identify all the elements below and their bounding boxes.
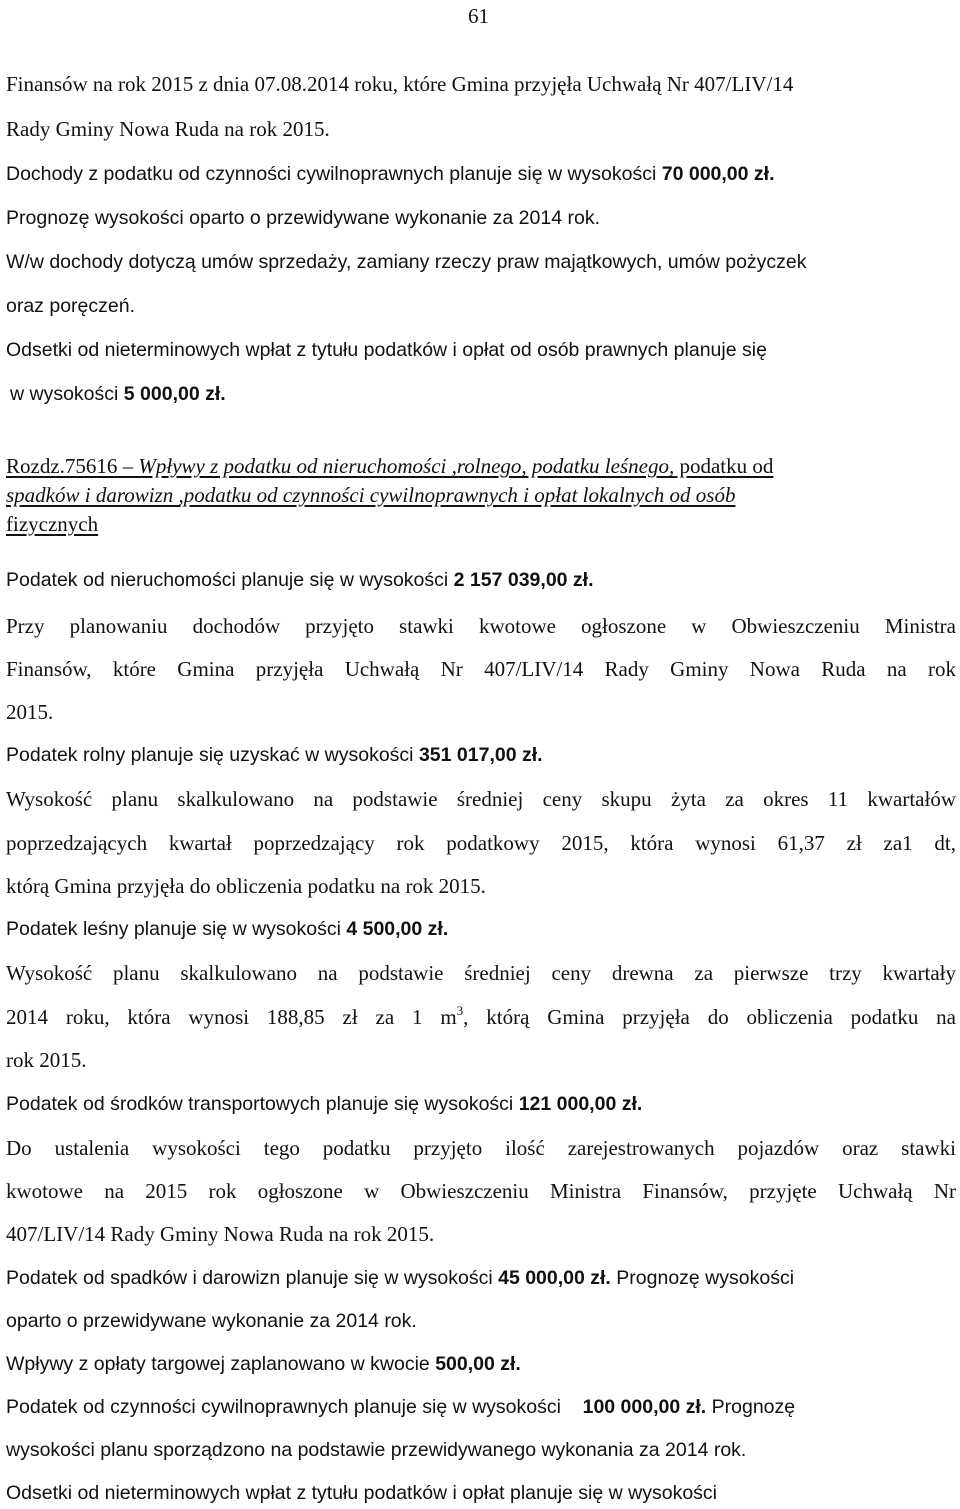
text-segment: Dochody z podatku od czynności cywilnoprawnych planuje się w wysokości [6, 163, 657, 185]
text-line-32: wysokości planu sporządzono na podstawie przewidywanego wykonania za 2014 rok. [6, 1439, 747, 1461]
text-line-23: rok 2015. [6, 1048, 87, 1072]
text-line-20 [6, 915, 448, 943]
text-line-12 [6, 566, 594, 594]
text-segment: , którą Gmina przyjęła do obliczenia podatku na [463, 1005, 956, 1029]
section-heading-line-3: fizycznych [6, 512, 99, 536]
text-line-15: 2015. [6, 700, 54, 724]
text-line-24 [6, 1090, 642, 1118]
text-segment: Podatek od nieruchomości planuje się w wysokości [6, 569, 449, 591]
amount-value: 2 157 039,00 zł. [453, 569, 594, 591]
text-segment: Prognozę [711, 1396, 796, 1418]
text-segment: Podatek od środków transportowych planuje się wysokości [6, 1093, 514, 1115]
section-title-plain: podatku od [674, 454, 774, 478]
text-line-21: Wysokość planu skalkulowano na podstawie średniej ceny drewna za pierwsze trzy kwartały [6, 961, 956, 985]
text-line-33: Odsetki od nieterminowych wpłat z tytułu podatków i opłat planuje się w wysokości [6, 1482, 718, 1504]
text-line-1: Finansów na rok 2015 z dnia 07.08.2014 roku, które Gmina przyjęła Uchwałą Nr 407/LIV/14 [6, 72, 794, 96]
text-line-4: Prognozę wysokości oparto o przewidywane wykonanie za 2014 rok. [6, 207, 600, 229]
text-segment: w wysokości [10, 383, 119, 405]
text-segment: Podatek leśny planuje się w wysokości [6, 918, 341, 940]
text-segment: Podatek od spadków i darowizn planuje się w wysokości [6, 1267, 493, 1289]
amount-value: 121 000,00 zł. [518, 1093, 643, 1115]
text-line-26: kwotowe na 2015 rok ogłoszone w Obwieszczeniu Ministra Finansów, przyjęte Uchwałą Nr [6, 1179, 956, 1203]
amount-value: 4 500,00 zł. [346, 918, 449, 940]
amount-value: 351 017,00 zł. [418, 744, 543, 766]
amount-value: 5 000,00 zł. [123, 383, 226, 405]
text-line-14: Finansów, które Gmina przyjęła Uchwałą Nr 407/LIV/14 Rady Gminy Nowa Ruda na rok [6, 657, 956, 681]
text-line-29: oparto o przewidywane wykonanie za 2014 rok. [6, 1310, 417, 1332]
text-line-6: oraz poręczeń. [6, 295, 135, 317]
amount-value: 45 000,00 zł. [498, 1267, 611, 1289]
page-number: 61 [468, 4, 489, 28]
text-line-28 [6, 1264, 794, 1292]
text-line-3 [6, 160, 775, 188]
section-code: Rozdz.75616 – [6, 454, 139, 478]
text-line-16 [6, 741, 543, 769]
text-line-25: Do ustalenia wysokości tego podatku przyjęto ilość zarejestrowanych pojazdów oraz stawki [6, 1136, 956, 1160]
text-line-7: Odsetki od nieterminowych wpłat z tytułu podatków i opłat od osób prawnych planuje się [6, 339, 767, 361]
text-line-18: poprzedzających kwartał poprzedzający rok podatkowy 2015, która wynosi 61,37 zł za1 dt, [6, 831, 956, 855]
section-heading-line-2: spadków i darowizn ,podatku od czynności cywilnoprawnych i opłat lokalnych od osób [6, 483, 736, 507]
text-line-22 [6, 1003, 956, 1031]
text-line-8 [10, 380, 226, 408]
text-line-2: Rady Gminy Nowa Ruda na rok 2015. [6, 117, 330, 141]
text-line-17: Wysokość planu skalkulowano na podstawie średniej ceny skupu żyta za okres 11 kwartałów [6, 787, 956, 811]
text-segment: 2014 roku, która wynosi 188,85 zł za 1 m [6, 1005, 457, 1029]
section-title-italic: Wpływy z podatku od nieruchomości ,rolnego, podatku leśnego, [138, 454, 675, 478]
text-segment: Podatek rolny planuje się uzyskać w wysokości [6, 744, 414, 766]
amount-value: 100 000,00 zł. [582, 1396, 707, 1418]
text-line-27: 407/LIV/14 Rady Gminy Nowa Ruda na rok 2015. [6, 1222, 435, 1246]
amount-value: 70 000,00 zł. [661, 163, 775, 185]
amount-value: 500,00 zł. [435, 1353, 521, 1375]
section-heading-line-1 [6, 452, 773, 480]
text-segment: Prognozę wysokości [616, 1267, 795, 1289]
text-segment: Wpływy z opłaty targowej zaplanowano w kwocie [6, 1353, 430, 1375]
text-line-19: którą Gmina przyjęła do obliczenia podatku na rok 2015. [6, 874, 486, 898]
superscript-exponent: 3 [456, 1003, 464, 1018]
text-line-31 [6, 1393, 795, 1421]
text-line-5: W/w dochody dotyczą umów sprzedaży, zamiany rzeczy praw majątkowych, umów pożyczek [6, 251, 807, 273]
text-line-30 [6, 1350, 521, 1378]
text-segment: Podatek od czynności cywilnoprawnych planuje się w wysokości [6, 1396, 561, 1418]
text-line-13: Przy planowaniu dochodów przyjęto stawki kwotowe ogłoszone w Obwieszczeniu Ministra [6, 614, 956, 638]
